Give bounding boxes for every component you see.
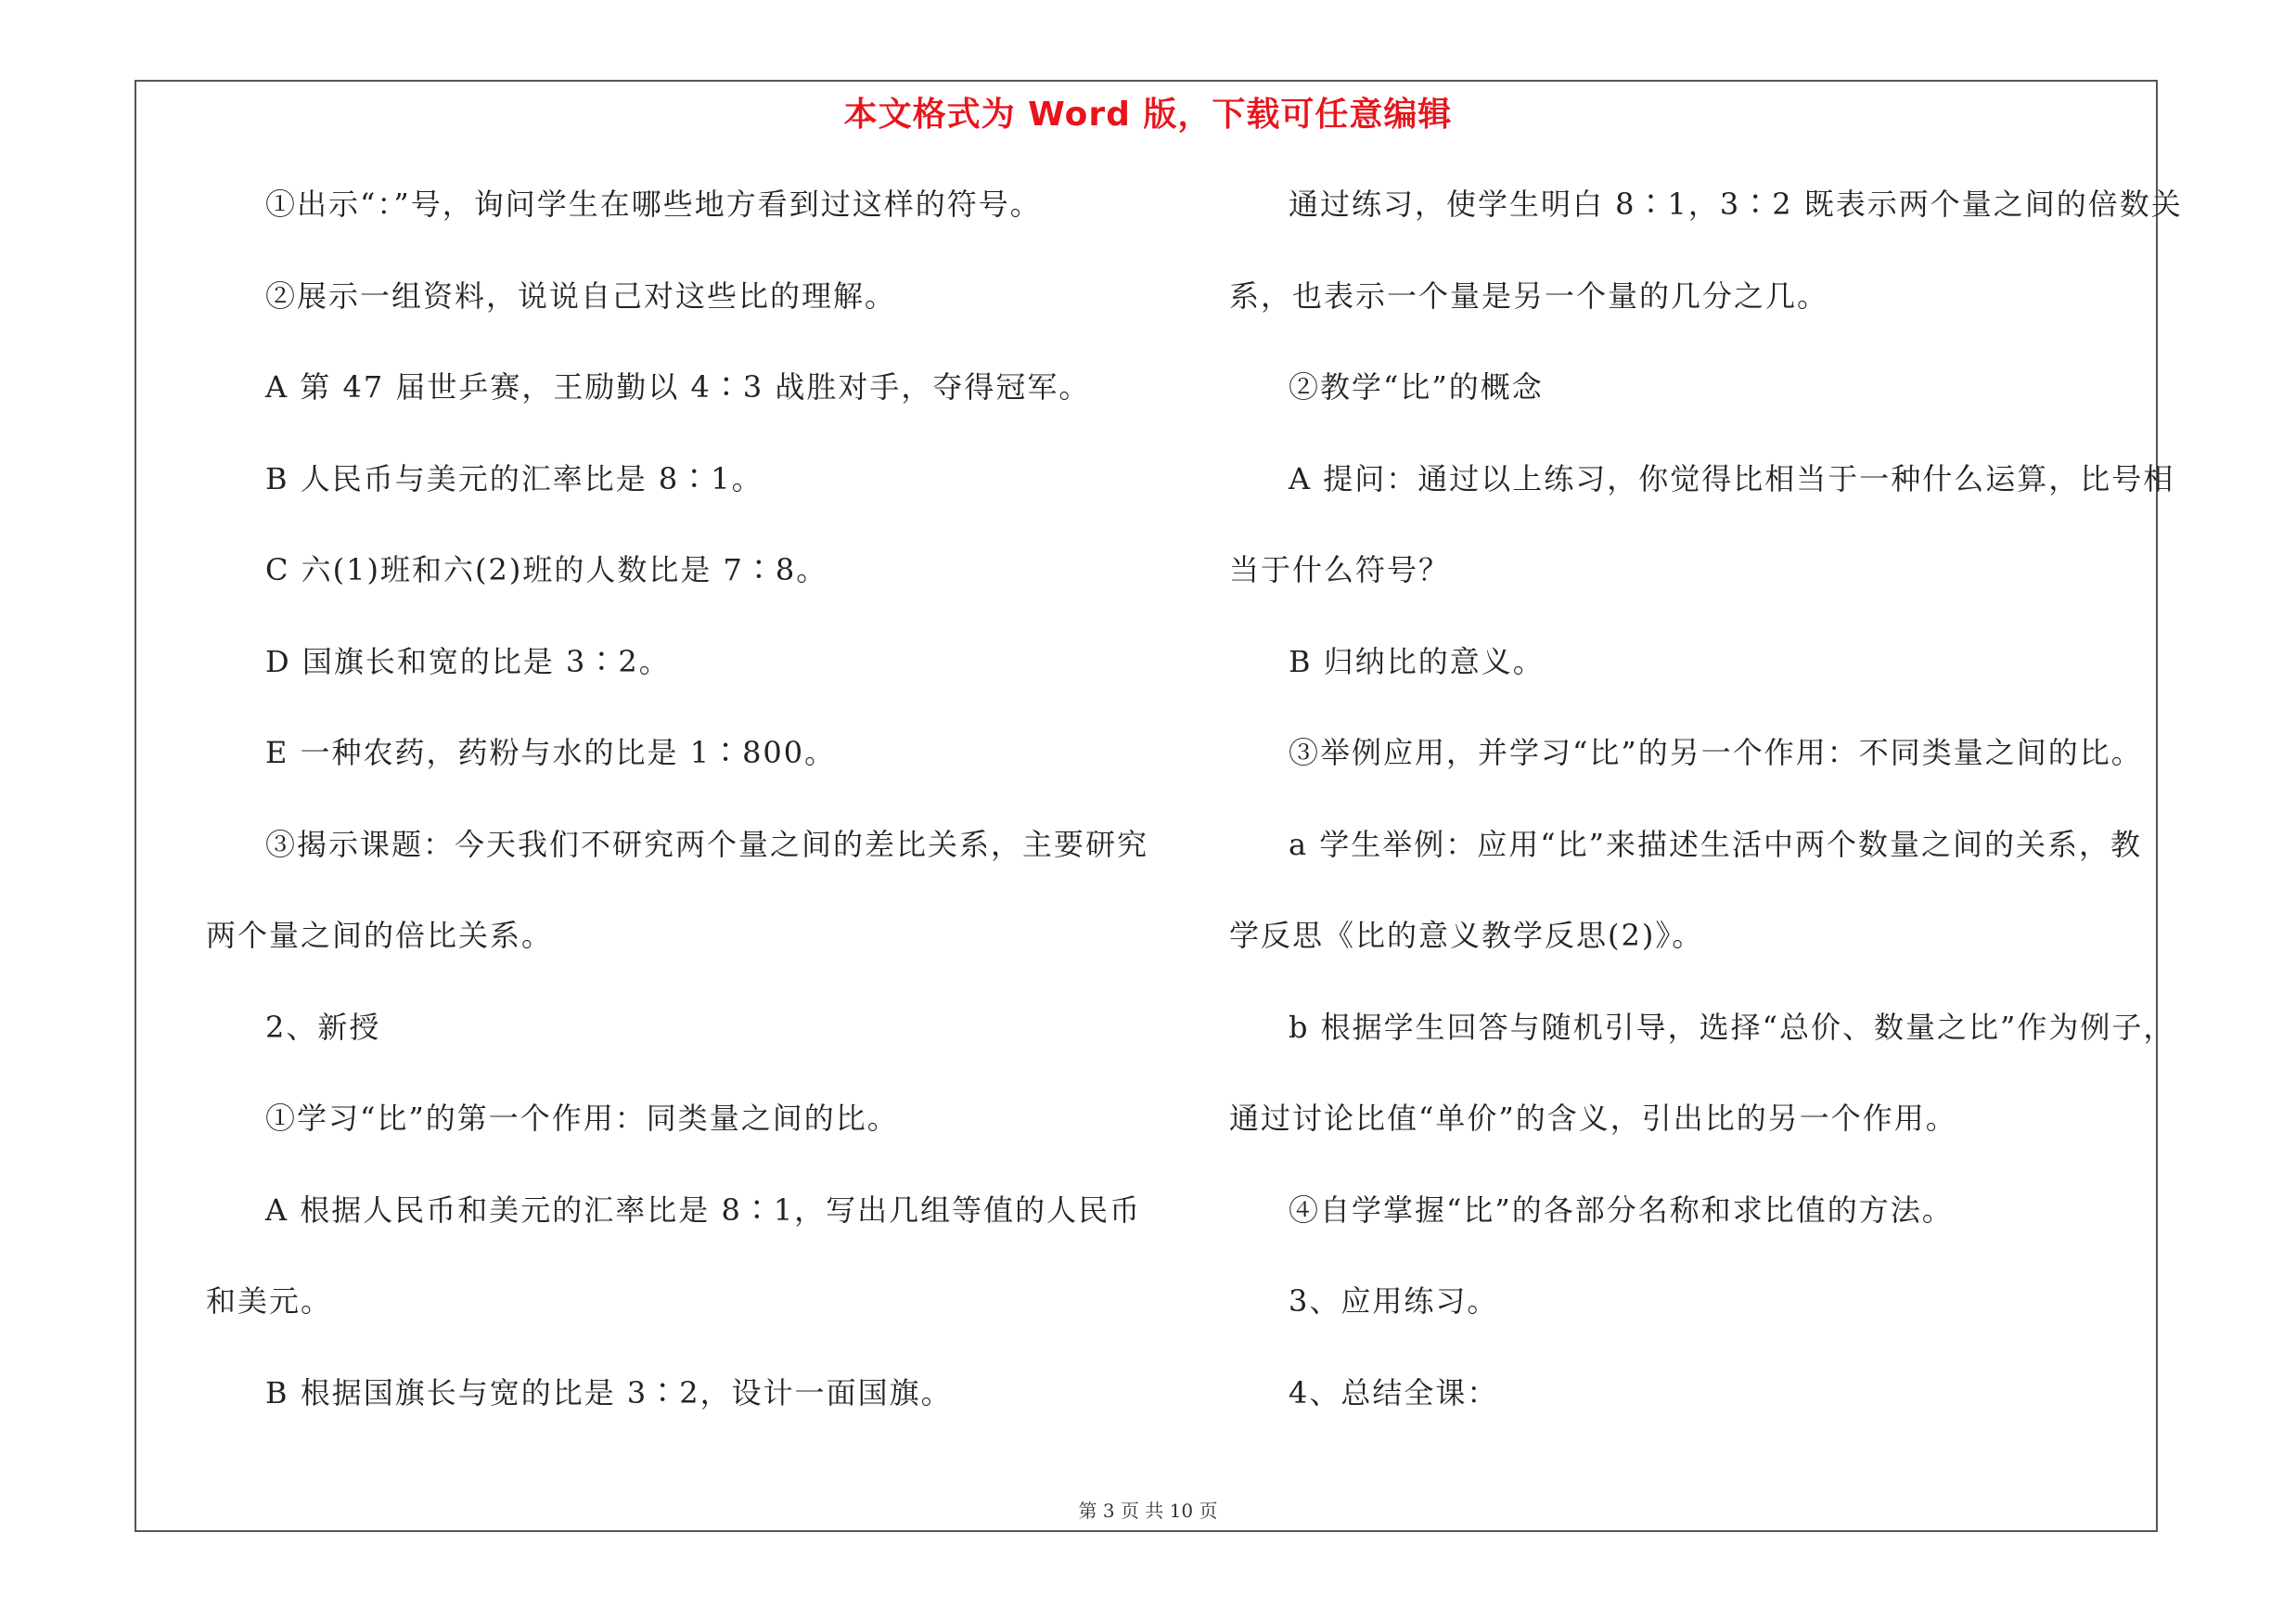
text-line: b 根据学生回答与随机引导，选择“总价、数量之比”作为例子， bbox=[1289, 1009, 2175, 1045]
text-line: a 学生举例：应用“比”来描述生活中两个数量之间的关系，教 bbox=[1289, 826, 2142, 862]
text-line: B 根据国旗长与宽的比是 3∶2，设计一面国旗。 bbox=[265, 1374, 953, 1410]
text-line: ①学习“比”的第一个作用：同类量之间的比。 bbox=[265, 1101, 899, 1136]
text-line: B 归纳比的意义。 bbox=[1289, 643, 1545, 679]
text-line: E 一种农药，药粉与水的比是 1∶800。 bbox=[265, 735, 837, 770]
text-line: B 人民币与美元的汇率比是 8∶1。 bbox=[265, 460, 763, 496]
text-line: ②教学“比”的概念 bbox=[1289, 369, 1544, 405]
text-line: A 根据人民币和美元的汇率比是 8∶1，写出几组等值的人民币 bbox=[265, 1191, 1142, 1228]
text-line: ②展示一组资料，说说自己对这些比的理解。 bbox=[265, 277, 897, 314]
text-line: ④自学掌握“比”的各部分名称和求比值的方法。 bbox=[1289, 1191, 1954, 1228]
text-line: 通过讨论比值“单价”的含义，引出比的另一个作用。 bbox=[1229, 1101, 1957, 1136]
text-line: 和美元。 bbox=[206, 1283, 333, 1319]
text-line: 系，也表示一个量是另一个量的几分之几。 bbox=[1229, 277, 1829, 314]
text-line: A 提问：通过以上练习，你觉得比相当于一种什么运算，比号相 bbox=[1289, 460, 2175, 496]
text-line: 学反思《比的意义教学反思(2)》。 bbox=[1229, 918, 1704, 953]
text-line: 通过练习，使学生明白 8∶1，3∶2 既表示两个量之间的倍数关 bbox=[1289, 187, 2183, 222]
text-line: D 国旗长和宽的比是 3∶2。 bbox=[265, 643, 671, 679]
text-line: C 六(1)班和六(2)班的人数比是 7∶8。 bbox=[265, 552, 828, 587]
text-line: 2、新授 bbox=[265, 1009, 381, 1045]
text-line: A 第 47 届世乒赛，王励勤以 4∶3 战胜对手，夺得冠军。 bbox=[265, 369, 1091, 405]
format-banner: 本文格式为 Word 版，下载可任意编辑 bbox=[843, 96, 1453, 134]
text-line: ③举例应用，并学习“比”的另一个作用：不同类量之间的比。 bbox=[1289, 735, 2143, 770]
text-line: ①出示“：”号，询问学生在哪些地方看到过这样的符号。 bbox=[265, 187, 1042, 222]
page-footer: 第 3 页 共 10 页 bbox=[1078, 1500, 1218, 1522]
text-line: ③揭示课题：今天我们不研究两个量之间的差比关系，主要研究 bbox=[265, 826, 1149, 862]
text-line: 3、应用练习。 bbox=[1289, 1283, 1499, 1319]
text-line: 两个量之间的倍比关系。 bbox=[206, 918, 554, 953]
text-line: 当于什么符号？ bbox=[1229, 552, 1451, 587]
text-line: 4、总结全课： bbox=[1289, 1374, 1499, 1410]
